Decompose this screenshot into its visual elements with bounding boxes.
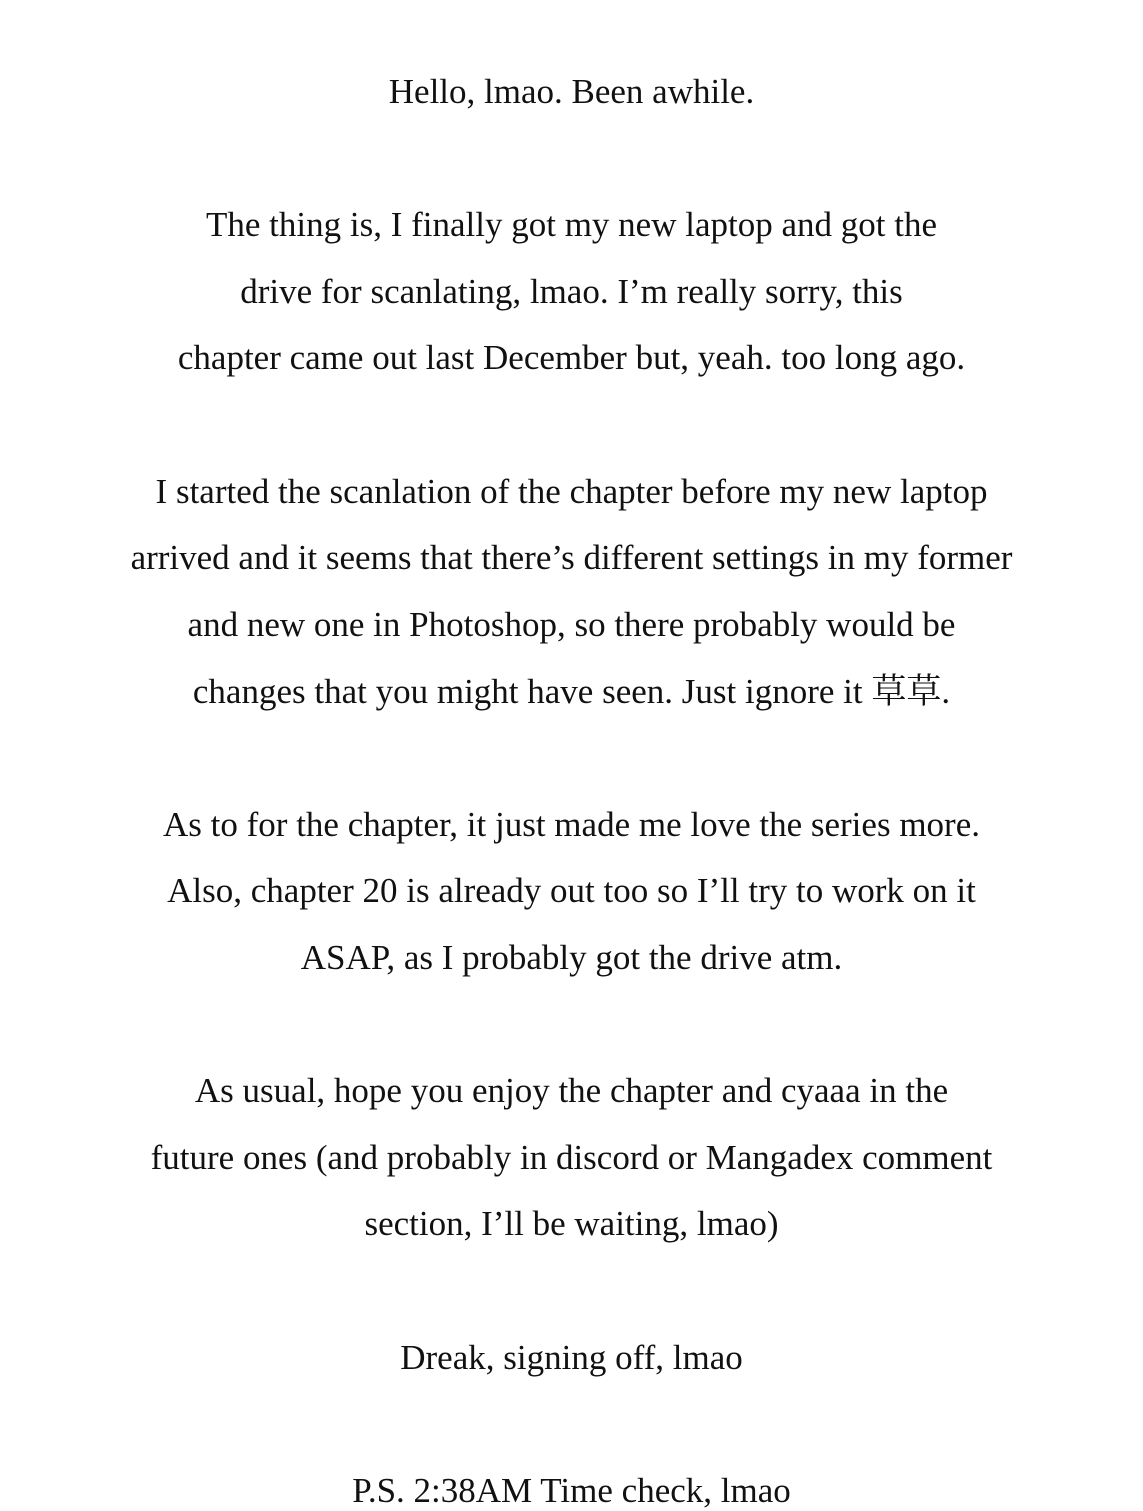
signature-line: Dreak, signing off, lmao (400, 1338, 743, 1377)
paragraph-laptop-line-3: chapter came out last December but, yeah. too long ago. (177, 338, 966, 377)
paragraph-closing-line-3: section, I’ll be waiting, lmao) (364, 1204, 779, 1243)
postscript-line: P.S. 2:38AM Time check, lmao (352, 1471, 791, 1510)
paragraph-photoshop-line-4: changes that you might have seen. Just ignore it 草草. (192, 672, 951, 711)
paragraph-chapter-line-2: Also, chapter 20 is already out too so I’ll try to work on it (167, 871, 976, 910)
paragraph-photoshop-line-2: arrived and it seems that there’s different settings in my former (130, 538, 1013, 577)
greeting-line: Hello, lmao. Been awhile. (388, 72, 755, 111)
paragraph-closing-line-1: As usual, hope you enjoy the chapter and cyaaa in the (194, 1071, 949, 1110)
paragraph-photoshop-line-1: I started the scanlation of the chapter before my new laptop (155, 472, 988, 511)
paragraph-laptop-line-2: drive for scanlating, lmao. I’m really sorry, this (240, 272, 903, 311)
paragraph-photoshop-line-3: and new one in Photoshop, so there probably would be (187, 605, 956, 644)
paragraph-chapter-line-3: ASAP, as I probably got the drive atm. (300, 938, 843, 977)
paragraph-chapter-line-1: As to for the chapter, it just made me love the series more. (163, 805, 980, 844)
paragraph-closing-line-2: future ones (and probably in discord or Mangadex comment (150, 1138, 993, 1177)
paragraph-laptop-line-1: The thing is, I finally got my new laptop and got the (206, 205, 937, 244)
